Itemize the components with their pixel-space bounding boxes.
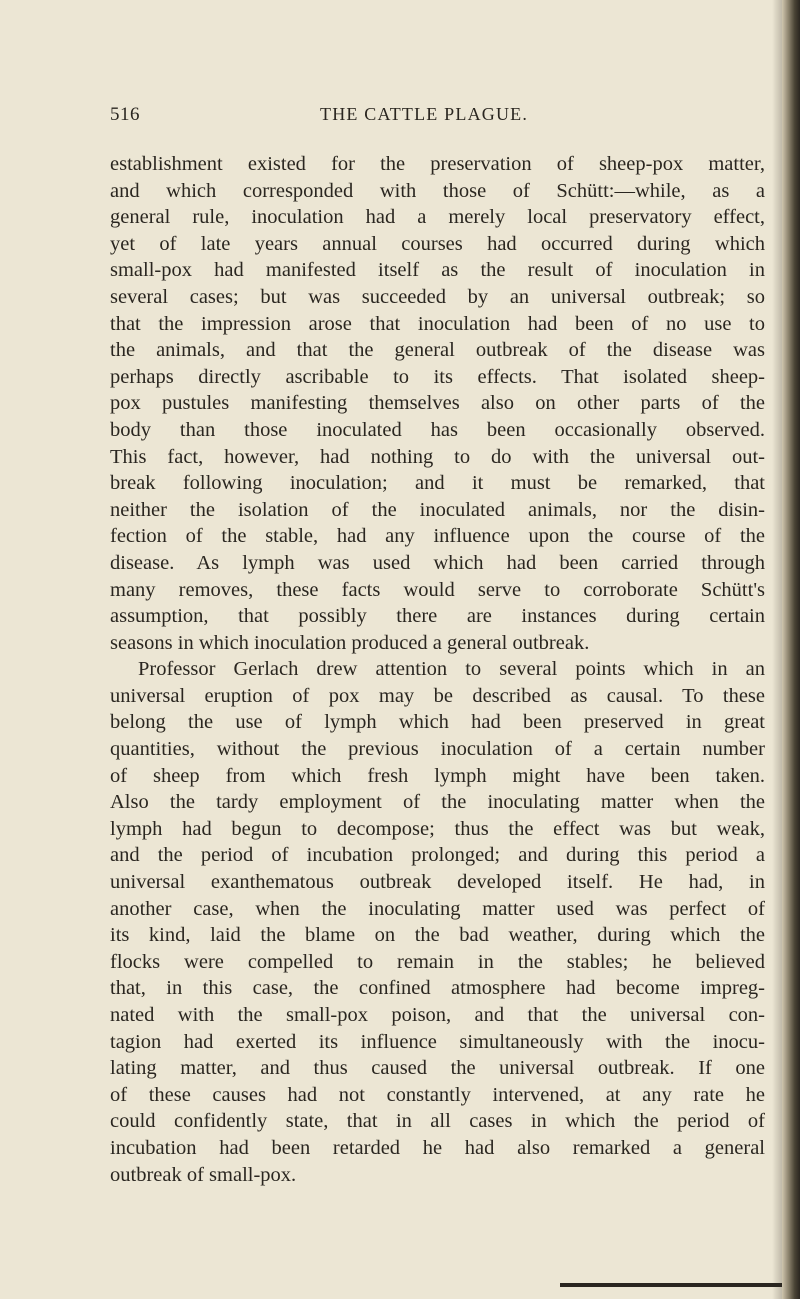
text-line: its kind, laid the blame on the bad weather, during which the xyxy=(110,924,765,947)
text-line: yet of late years annual courses had occurred during which xyxy=(110,232,765,255)
binding-edge xyxy=(782,0,800,1299)
text-line: several cases; but was succeeded by an universal outbreak; so xyxy=(110,285,765,308)
body-text xyxy=(110,151,765,1188)
text-line: another case, when the inoculating matter used was perfect of xyxy=(110,897,765,920)
text-line: pox pustules manifesting themselves also on other parts of the xyxy=(110,392,765,415)
bottom-rule xyxy=(560,1283,782,1287)
text-line: that the impression arose that inoculation had been of no use to xyxy=(110,312,765,335)
page-header xyxy=(0,104,800,134)
text-line: perhaps directly ascribable to its effects. That isolated sheep- xyxy=(110,365,765,388)
text-line: many removes, these facts would serve to corroborate Schütt's xyxy=(110,578,765,601)
text-line: break following inoculation; and it must be remarked, that xyxy=(110,472,765,495)
text-line: fection of the stable, had any influence upon the course of the xyxy=(110,525,765,548)
text-line: lating matter, and thus caused the universal outbreak. If one xyxy=(110,1057,765,1080)
text-line: and the period of incubation prolonged; and during this period a xyxy=(110,844,765,867)
text-line: and which corresponded with those of Schütt:—while, as a xyxy=(110,179,765,202)
text-line: could confidently state, that in all cases in which the period of xyxy=(110,1110,765,1133)
text-line: the animals, and that the general outbreak of the disease was xyxy=(110,339,765,362)
text-line: that, in this case, the confined atmosphere had become impreg- xyxy=(110,977,765,1000)
text-line: tagion had exerted its influence simultaneously with the inocu- xyxy=(110,1030,765,1053)
text-line: body than those inoculated has been occasionally observed. xyxy=(110,418,765,441)
text-line: universal exanthematous outbreak developed itself. He had, in xyxy=(110,871,765,894)
text-line: This fact, however, had nothing to do with the universal out- xyxy=(110,445,765,468)
text-line: assumption, that possibly there are instances during certain xyxy=(110,605,765,628)
binding-shadow xyxy=(772,0,782,1299)
text-line: small-pox had manifested itself as the result of inoculation in xyxy=(110,259,765,282)
text-line: seasons in which inoculation produced a general outbreak. xyxy=(110,631,590,654)
text-line: flocks were compelled to remain in the stables; he believed xyxy=(110,950,765,973)
text-line: incubation had been retarded he had also remarked a general xyxy=(110,1136,765,1159)
page-number: 516 xyxy=(110,104,140,125)
text-line: quantities, without the previous inoculation of a certain number xyxy=(110,738,765,761)
text-line: nated with the small-pox poison, and that the universal con- xyxy=(110,1004,765,1026)
text-line: of these causes had not constantly intervened, at any rate he xyxy=(110,1083,765,1106)
text-line: neither the isolation of the inoculated animals, nor the disin- xyxy=(110,498,765,521)
text-line: universal eruption of pox may be described as causal. To these xyxy=(110,684,765,707)
text-line: Also the tardy employment of the inoculating matter when the xyxy=(110,791,765,814)
text-line: disease. As lymph was used which had been carried through xyxy=(110,551,765,574)
text-line: lymph had begun to decompose; thus the effect was but weak, xyxy=(110,817,765,840)
text-line: general rule, inoculation had a merely local preservatory effect, xyxy=(110,206,765,229)
running-head: THE CATTLE PLAGUE. xyxy=(320,104,529,124)
text-line: of sheep from which fresh lymph might have been taken. xyxy=(110,764,765,787)
text-line: Professor Gerlach drew attention to several points which in an xyxy=(138,658,765,681)
text-line: outbreak of small-pox. xyxy=(110,1163,297,1186)
text-line: establishment existed for the preservation of sheep-pox matter, xyxy=(110,153,765,175)
text-line: belong the use of lymph which had been preserved in great xyxy=(110,711,765,734)
